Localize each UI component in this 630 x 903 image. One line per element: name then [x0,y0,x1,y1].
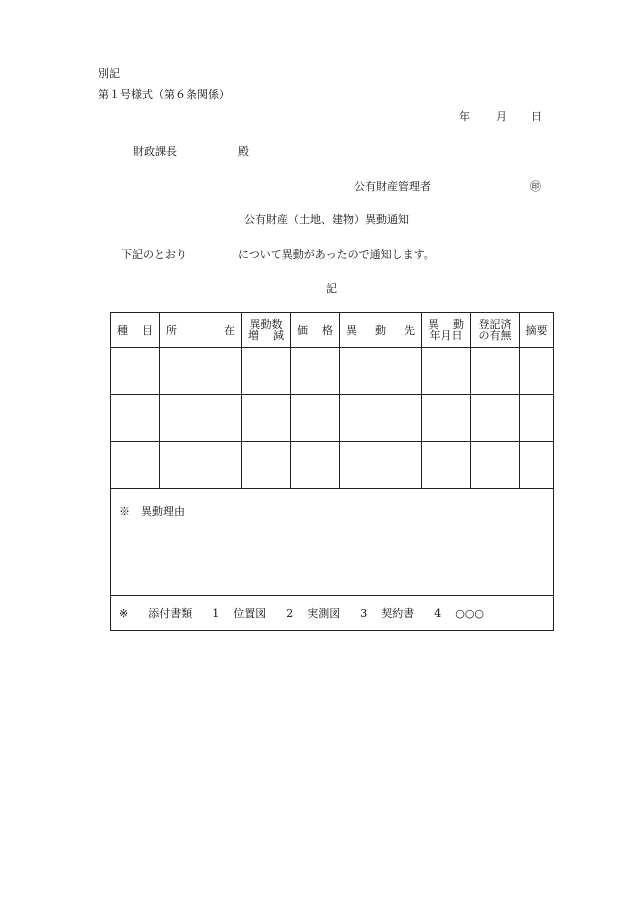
sender-title: 公有財産管理者 [354,180,431,193]
change-reason-label: ※ 異動理由 [119,505,185,518]
attach-name: 実測図 [307,607,341,620]
cell-price[interactable] [291,442,340,489]
header-change-date: 異 動 年月日 [422,313,471,348]
cell-summary[interactable] [520,348,554,395]
attach-num: 1 [212,606,220,620]
date-month: 月 [496,110,507,123]
cell-date[interactable] [422,395,471,442]
attach-name: 契約書 [381,607,415,620]
cell-location[interactable] [160,442,242,489]
cell-registration[interactable] [471,395,520,442]
attach-name: ○○○ [455,606,485,620]
addressee-title: 財政課長 [133,145,177,158]
form-number: 第１号様式（第６条関係） [98,88,230,101]
table-row [111,395,554,442]
change-reason-field[interactable] [111,489,554,596]
cell-price[interactable] [291,348,340,395]
addressee-honorific: 殿 [238,145,249,158]
attach-num: 4 [434,606,442,620]
ki-label: 記 [326,282,337,295]
table-row [111,442,554,489]
header-summary: 摘要 [520,313,554,348]
annex-label: 別記 [98,67,120,80]
attach-label: 添付書類 [148,607,193,620]
attach-mark: ※ [119,606,129,620]
cell-summary[interactable] [520,442,554,489]
header-price: 価 格 [291,313,340,348]
date-day: 日 [531,110,542,123]
cell-type[interactable] [111,442,160,489]
seal-mark: ㊞ [530,180,541,193]
body-prefix: 下記のとおり [121,248,187,261]
attachments-row [111,596,554,631]
cell-price[interactable] [291,395,340,442]
cell-destination[interactable] [340,442,422,489]
transfer-table [110,312,554,631]
table-row [111,348,554,395]
document-title: 公有財産（土地、建物）異動通知 [244,213,409,226]
cell-location[interactable] [160,395,242,442]
cell-location[interactable] [160,348,242,395]
header-change-count: 異動数 増 減 [242,313,291,348]
cell-type[interactable] [111,395,160,442]
header-location: 所 在 [160,313,242,348]
table-header-row [111,313,554,348]
header-type: 種 目 [111,313,160,348]
date-year: 年 [459,110,470,123]
cell-date[interactable] [422,442,471,489]
cell-registration[interactable] [471,348,520,395]
attach-name: 位置図 [233,607,267,620]
cell-date[interactable] [422,348,471,395]
cell-registration[interactable] [471,442,520,489]
cell-count[interactable] [242,395,291,442]
cell-count[interactable] [242,442,291,489]
header-registration: 登記済 の有無 [471,313,520,348]
cell-type[interactable] [111,348,160,395]
body-suffix: について異動があったので通知します。 [238,248,435,261]
attach-num: 3 [360,606,368,620]
header-destination: 異 動 先 [340,313,422,348]
cell-count[interactable] [242,348,291,395]
cell-destination[interactable] [340,395,422,442]
cell-destination[interactable] [340,348,422,395]
attach-num: 2 [286,606,294,620]
cell-summary[interactable] [520,395,554,442]
